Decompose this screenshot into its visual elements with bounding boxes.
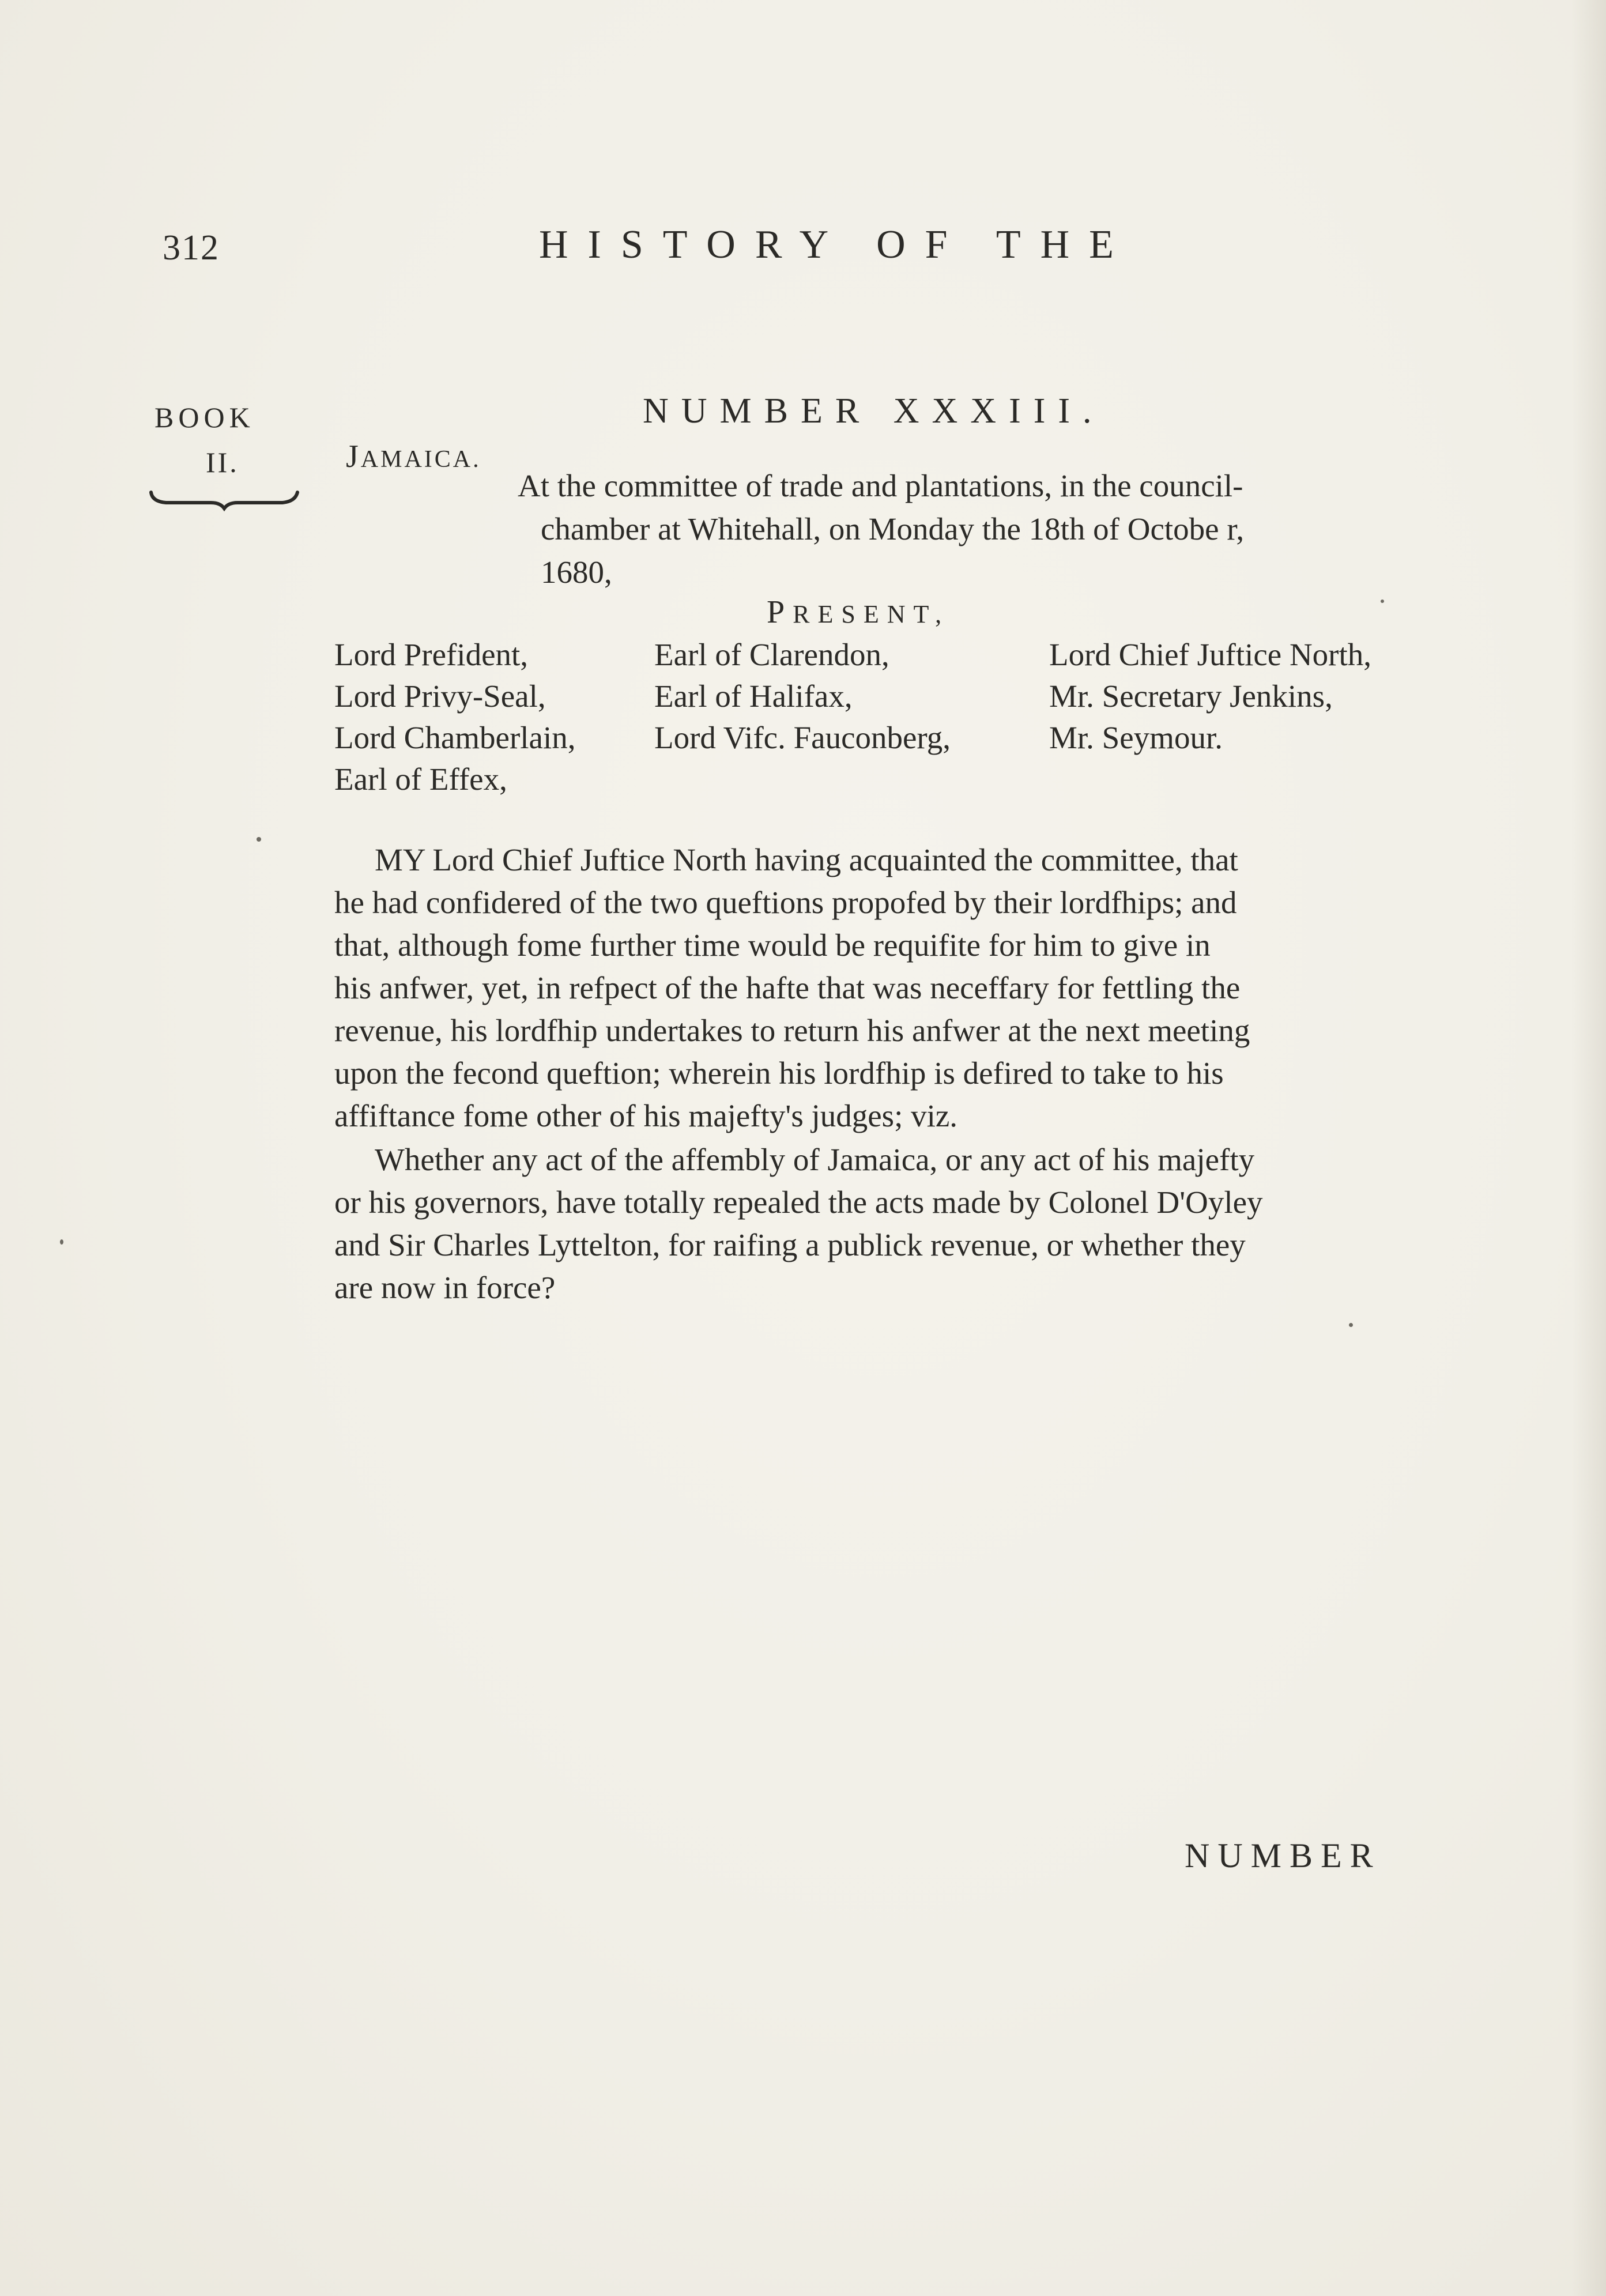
- margin-book-label: BOOK: [154, 401, 255, 433]
- paper-speck: [257, 837, 261, 842]
- sidenote-initial: J: [346, 439, 361, 474]
- paragraph-line: upon the fecond queftion; wherein his lordfhip is defired to take to his: [334, 1055, 1224, 1091]
- margin-volume-number: II.: [206, 446, 239, 478]
- attendee: Mr. Seymour.: [1049, 720, 1223, 755]
- paragraph-line: he had confidered of the two queftions propofed by their lordfhips; and: [334, 885, 1237, 920]
- present-heading: [767, 594, 949, 631]
- paragraph-line: Whether any act of the affembly of Jamaica, or any act of his majefty: [375, 1142, 1255, 1177]
- section-title: NUMBER XXXIII.: [643, 391, 1104, 431]
- attendee: Lord Prefident,: [334, 637, 529, 672]
- paragraph-resolution: [334, 839, 1435, 1137]
- paragraph-line: and Sir Charles Lyttelton, for raifing a publick revenue, or whether they: [334, 1227, 1246, 1262]
- intro-line: chamber at Whitehall, on Monday the 18th of Octobe r,: [541, 511, 1245, 546]
- attendee: Earl of Effex,: [334, 761, 507, 797]
- present-rest: RESENT,: [793, 600, 950, 628]
- attendee: Lord Chief Juftice North,: [1049, 637, 1372, 672]
- attendee: Earl of Halifax,: [654, 678, 853, 714]
- page-edge-shadow: [1571, 0, 1606, 2296]
- paragraph-line: or his governors, have totally repealed the acts made by Colonel D'Oyley: [334, 1185, 1263, 1220]
- attendees-column-1: [334, 634, 576, 800]
- present-initial: P: [767, 594, 793, 630]
- attendees-column-3: [1049, 634, 1371, 759]
- attendee: Earl of Clarendon,: [654, 637, 889, 672]
- intro-line: At the committee of trade and plantations, in the council-: [518, 468, 1243, 503]
- margin-brace-icon: [149, 489, 300, 512]
- meeting-intro: [519, 464, 1435, 594]
- page-number: 312: [163, 228, 220, 267]
- running-head: HISTORY OF THE: [539, 223, 1133, 267]
- intro-line: 1680,: [541, 555, 612, 590]
- attendee: Lord Chamberlain,: [334, 720, 576, 755]
- paragraph-question: [334, 1138, 1435, 1309]
- sidenote-rest: AMAICA.: [360, 446, 481, 473]
- attendee: Lord Vifc. Fauconberg,: [654, 720, 951, 755]
- paragraph-line: revenue, his lordfhip undertakes to return his anfwer at the next meeting: [334, 1013, 1250, 1048]
- attendees-column-2: [654, 634, 951, 759]
- attendee: Mr. Secretary Jenkins,: [1049, 678, 1333, 714]
- paragraph-line: his anfwer, yet, in refpect of the hafte that was neceffary for fettling the: [334, 970, 1241, 1005]
- paper-speck: [60, 1239, 63, 1245]
- paper-speck: [1381, 600, 1384, 603]
- attendee: Lord Privy-Seal,: [334, 678, 546, 714]
- margin-sidenote: [346, 438, 481, 475]
- paragraph-line: are now in force?: [334, 1270, 556, 1305]
- catchword: NUMBER: [1185, 1837, 1381, 1875]
- paragraph-line: MY Lord Chief Juftice North having acquainted the committee, that: [375, 842, 1238, 877]
- paper-speck: [1349, 1323, 1353, 1327]
- paragraph-line: that, although fome further time would be requifite for him to give in: [334, 928, 1211, 963]
- paragraph-line: affiftance fome other of his majefty's judges; viz.: [334, 1098, 958, 1133]
